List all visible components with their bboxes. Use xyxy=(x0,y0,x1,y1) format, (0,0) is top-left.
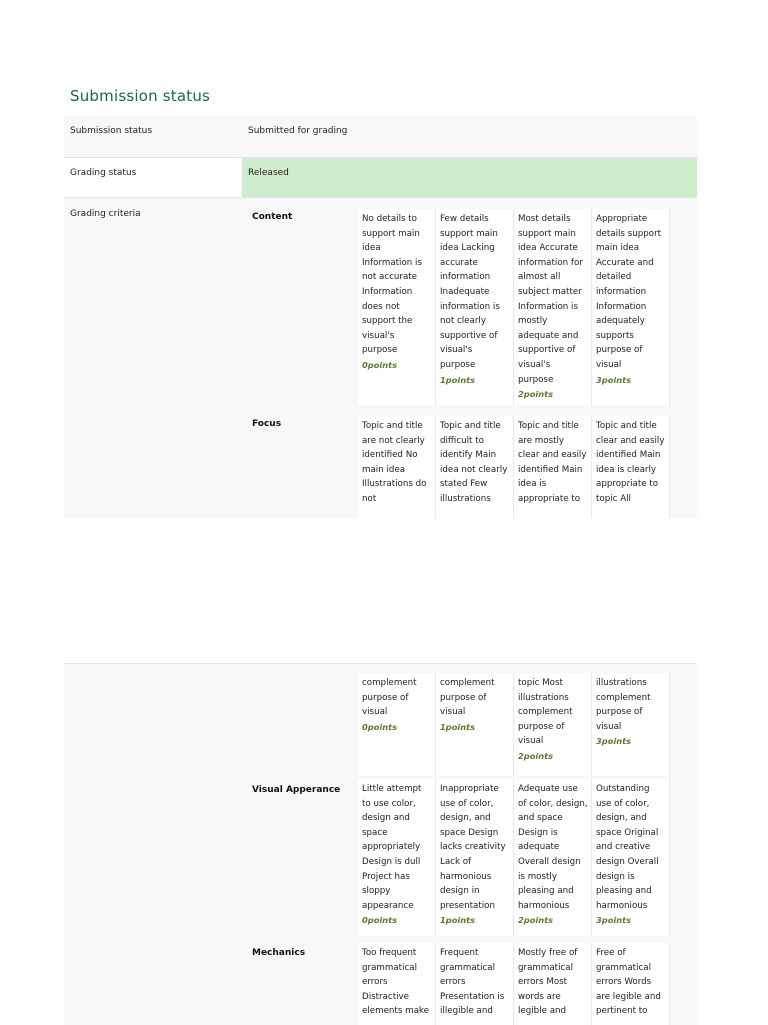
level-focus-0[interactable] xyxy=(358,416,436,518)
criterion-name-focus: Focus xyxy=(252,419,282,429)
grading-status-label: Grading status xyxy=(70,168,137,178)
level-points: 0points xyxy=(362,915,398,926)
level-focus-1[interactable] xyxy=(436,416,514,518)
submission-status-table-continued xyxy=(64,663,697,1025)
level-points: 1points xyxy=(440,915,476,926)
level-description: Few details support main idea Lacking accurate information Inadequate information is not clearly supportive of visual's purpose xyxy=(440,214,500,370)
level-mechanics-0[interactable] xyxy=(358,943,436,1025)
level-points: 0points xyxy=(362,721,398,732)
level-description: complement purpose of visual xyxy=(440,678,495,718)
level-description: Topic and title difficult to identify Main idea not clearly stated Few illustrations xyxy=(440,421,508,504)
level-focus-3[interactable] xyxy=(592,416,670,518)
level-mechanics-3[interactable] xyxy=(592,943,670,1025)
level-points: 3points xyxy=(596,736,632,747)
level-points: 3points xyxy=(596,915,632,926)
level-description: Topic and title are mostly clear and easily identified Main idea is appropriate to xyxy=(518,421,587,504)
level-points: 2points xyxy=(518,389,554,400)
grading-status-row xyxy=(64,157,697,198)
submission-status-table xyxy=(64,116,697,518)
level-description: Too frequent grammatical errors Distractive elements make xyxy=(362,948,429,1017)
level-description: Outstanding use of color, design, and space Original and creative design Overall design is pleasing and harmonious xyxy=(596,784,659,911)
submission-status-label: Submission status xyxy=(70,126,153,136)
level-description: Free of grammatical errors Words are legible and pertinent to xyxy=(596,948,661,1017)
level-visual-3[interactable] xyxy=(592,779,670,936)
level-content-3[interactable] xyxy=(592,209,670,405)
grading-status-value-cell xyxy=(242,158,697,197)
level-description: Adequate use of color, design, and space Design is adequate Overall design is mostly pleasing and harmonious xyxy=(518,784,588,911)
level-description: Topic and title clear and easily identified Main idea is clearly appropriate to topic All xyxy=(596,421,665,504)
level-points: 3points xyxy=(596,374,632,385)
level-focus-2-continued[interactable] xyxy=(514,673,592,776)
level-mechanics-1[interactable] xyxy=(436,943,514,1025)
level-description: Mostly free of grammatical errors Most words are legible and xyxy=(518,948,578,1017)
level-focus-0-continued[interactable] xyxy=(358,673,436,776)
level-description: Little attempt to use color, design and space appropriately Design is dull Project has sloppy appearance xyxy=(362,784,422,911)
level-content-2[interactable] xyxy=(514,209,592,405)
level-description: Appropriate details support main idea Accurate and detailed information Information adequately supports purpose of visual xyxy=(596,214,662,370)
level-points: 1points xyxy=(440,721,476,732)
grading-criteria-label: Grading criteria xyxy=(70,209,141,219)
level-description: topic Most illustrations complement purpose of visual xyxy=(518,678,573,747)
level-focus-1-continued[interactable] xyxy=(436,673,514,776)
level-points: 0points xyxy=(362,359,398,370)
level-description: Topic and title are not clearly identified No main idea Illustrations do not xyxy=(362,421,427,504)
level-points: 2points xyxy=(518,750,554,761)
level-focus-3-continued[interactable] xyxy=(592,673,670,776)
grading-status-value: Released xyxy=(248,168,289,178)
criterion-name-content: Content xyxy=(252,212,293,222)
page-title: Submission status xyxy=(70,87,211,105)
level-focus-2[interactable] xyxy=(514,416,592,518)
level-description: No details to support main idea Information is not accurate Information does not support the visual's purpose xyxy=(362,214,422,356)
submission-status-value: Submitted for grading xyxy=(248,126,348,136)
level-description: Inappropriate use of color, design, and space Design lacks creativity Lack of harmonious design in presentation xyxy=(440,784,506,911)
level-points: 2points xyxy=(518,915,554,926)
level-description: illustrations complement purpose of visual xyxy=(596,678,651,732)
level-description: Frequent grammatical errors Presentation is illegible and xyxy=(440,948,505,1017)
criterion-name-visual-apperance: Visual Apperance xyxy=(252,785,341,795)
submission-status-row xyxy=(64,116,697,157)
level-content-0[interactable] xyxy=(358,209,436,405)
level-description: Most details support main idea Accurate information for almost all subject matter Information is mostly adequate and supportive of visual's purpose xyxy=(518,214,583,385)
level-visual-1[interactable] xyxy=(436,779,514,936)
criterion-name-mechanics: Mechanics xyxy=(252,948,306,958)
level-points: 1points xyxy=(440,374,476,385)
level-content-1[interactable] xyxy=(436,209,514,405)
level-description: complement purpose of visual xyxy=(362,678,417,718)
level-visual-0[interactable] xyxy=(358,779,436,936)
level-mechanics-2[interactable] xyxy=(514,943,592,1025)
level-visual-2[interactable] xyxy=(514,779,592,936)
